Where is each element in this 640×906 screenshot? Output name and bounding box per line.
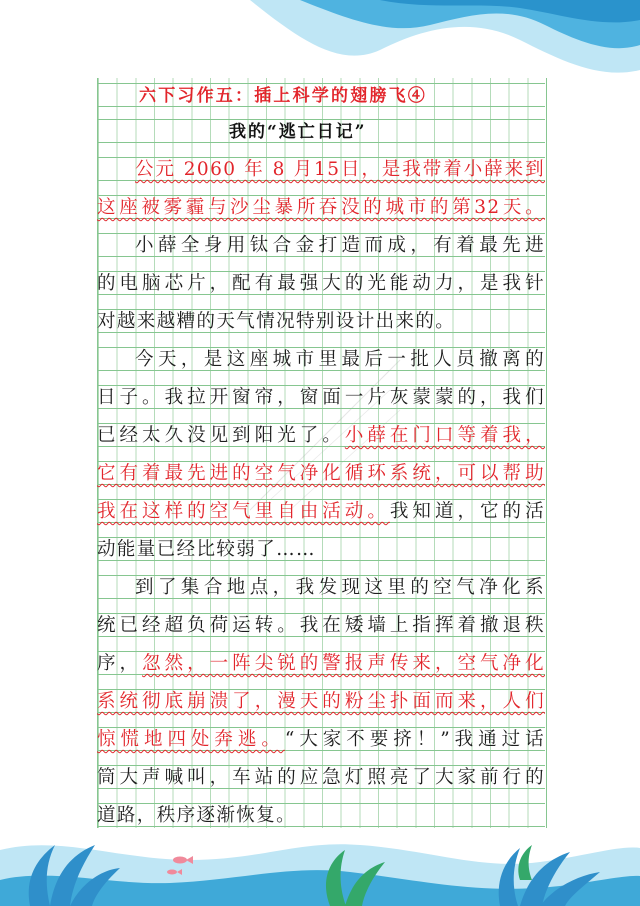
seaweed-green-icon xyxy=(326,845,532,906)
bottom-wave-dark xyxy=(0,870,640,906)
paragraph-4-line-3: 序，忽然，一阵尖锐的警报声传来，空气净化 xyxy=(97,653,545,674)
paragraph-4-line-6: 筒大声喊叫，车站的应急灯照亮了大家前行的 xyxy=(97,767,545,788)
paragraph-1-line-2: 这座被雾霾与沙尘暴所吞没的城市的第32天。 xyxy=(97,197,545,218)
paragraph-3-line-4: 它有着最先进的空气净化循环系统，可以帮助 xyxy=(97,463,545,484)
paragraph-3-line-3: 已经太久没见到阳光了。小薛在门口等着我， xyxy=(97,425,545,446)
top-wave-light xyxy=(250,0,640,73)
seaweed-right-icon xyxy=(499,848,600,906)
paragraph-4-line-7: 道路，秩序逐渐恢复。 xyxy=(97,803,545,827)
bottom-wave-light xyxy=(0,844,640,906)
top-wave-deep xyxy=(380,0,640,22)
paragraph-2-line-1: 小薛全身用钛合金打造而成，有着最先进 xyxy=(97,233,545,257)
paragraph-3-line-1: 今天，是这座城市里最后一批人员撤离的 xyxy=(97,347,545,371)
paragraph-3-line-2: 日子。我拉开窗帘，窗面一片灰蒙蒙的，我们 xyxy=(97,387,545,408)
paragraph-4-line-1: 到了集合地点，我发现这里的空气净化系 xyxy=(97,575,545,599)
paragraph-4-line-5: 惊慌地四处奔逃。“大家不要挤！”我通过话 xyxy=(97,729,546,750)
essay-title: 我的“逃亡日记” xyxy=(97,119,545,143)
page-title: 六下习作五：插上科学的翅膀飞④ xyxy=(97,83,545,107)
paragraph-3-line-5: 我在这样的空气里自由活动。我知道，它的活 xyxy=(97,501,545,522)
paragraph-4-line-4: 系统彻底崩溃了，漫天的粉尘扑面而来，人们 xyxy=(97,691,545,712)
fish-icon xyxy=(167,856,193,875)
paragraph-4-line-2: 统已经超负荷运转。我在矮墙上指挥着撤退秩 xyxy=(97,615,545,636)
paragraph-1-line-1: 公元 2060 年 8 月15日，是我带着小薛来到 xyxy=(97,157,545,181)
paragraph-2-line-2: 的电脑芯片，配有最强大的光能动力，是我针 xyxy=(97,273,545,294)
seaweed-left-icon xyxy=(29,845,120,906)
paragraph-2-line-3: 对越来越糟的天气情况特别设计出来的。 xyxy=(97,309,545,333)
top-wave-dark xyxy=(300,0,640,48)
paragraph-3-line-6: 动能量已经比较弱了…… xyxy=(97,537,545,561)
